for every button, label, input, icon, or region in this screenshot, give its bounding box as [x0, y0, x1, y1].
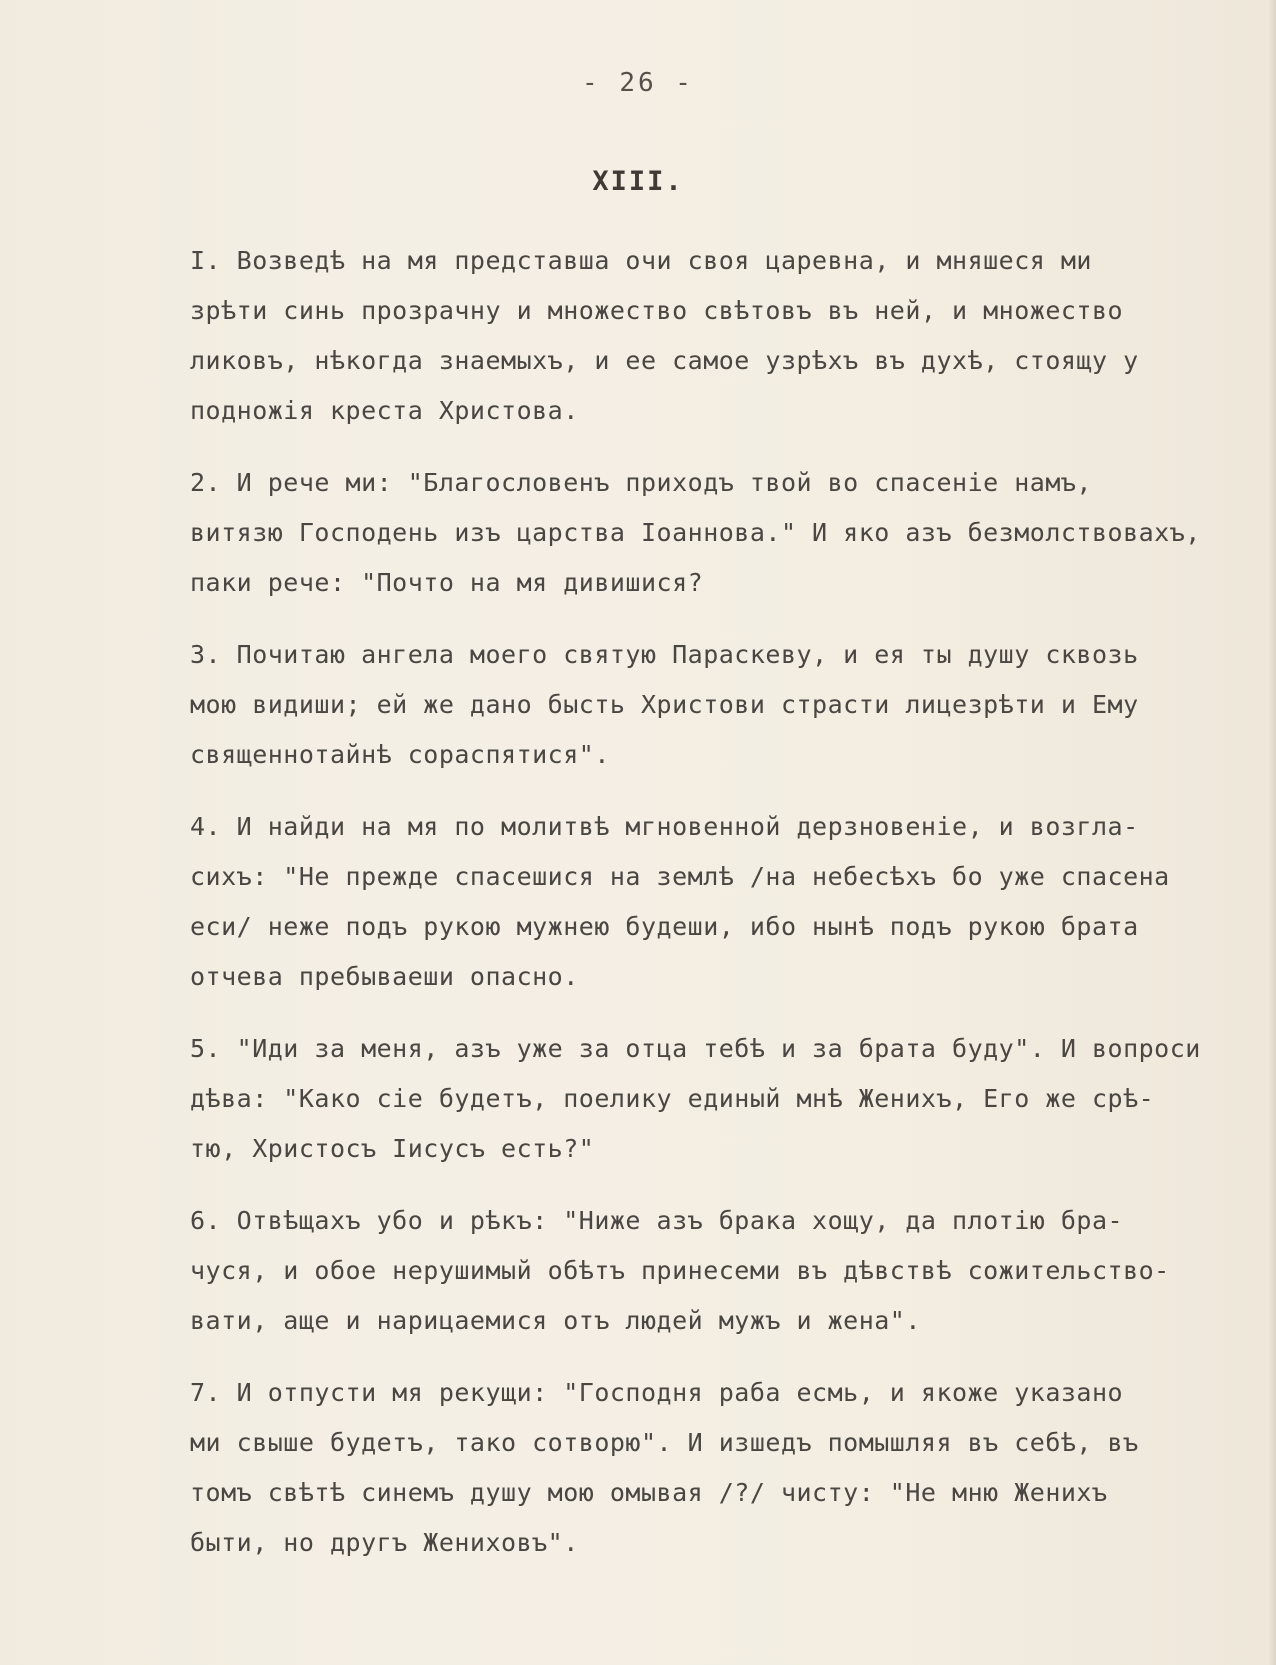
text-line: ликовъ, нѣкогда знаемыхъ, и ее самое узрѣхъ въ духѣ, стоящу у — [190, 346, 1139, 375]
paragraph-1 — [190, 236, 1250, 436]
paragraph-7 — [190, 1368, 1250, 1568]
text-line: I. Возведѣ на мя представша очи своя царевна, и мняшеся ми — [190, 246, 1092, 275]
text-line: 5. "Иди за меня, азъ уже за отца тебѣ и за брата буду". И вопроси — [190, 1034, 1201, 1063]
document-body — [190, 236, 1250, 1590]
paragraph-6 — [190, 1196, 1250, 1346]
text-line: томъ свѣтѣ синемъ душу мою омывая /?/ чисту: "Не мню Женихъ — [190, 1478, 1108, 1507]
page-number: - 26 - — [582, 68, 694, 98]
text-line: священнотайнѣ сораспятися". — [190, 740, 610, 769]
text-line: 3. Почитаю ангела моего святую Параскеву, и ея ты душу сквозь — [190, 640, 1139, 669]
text-line: 6. Отвѣщахъ убо и рѣкъ: "Ниже азъ брака хощу, да плотію бра- — [190, 1206, 1124, 1235]
text-line: мою видиши; ей же дано бысть Христови страсти лицезрѣти и Ему — [190, 690, 1139, 719]
text-line: тю, Христосъ Іисусъ есть?" — [190, 1134, 595, 1163]
text-line: ми свыше будетъ, тако сотворю". И изшедъ помышляя въ себѣ, въ — [190, 1428, 1139, 1457]
text-line: паки рече: "Почто на мя дивишися? — [190, 568, 704, 597]
paragraph-2 — [190, 458, 1250, 608]
paragraph-4 — [190, 802, 1250, 1002]
text-line: витязю Господень изъ царства Іоаннова." И яко азъ безмолствовахъ, — [190, 518, 1201, 547]
section-title: XIII. — [592, 166, 684, 197]
text-line: 7. И отпусти мя рекущи: "Господня раба есмь, и якоже указано — [190, 1378, 1124, 1407]
text-line: дѣва: "Како сіе будетъ, поелику единый мнѣ Женихъ, Его же срѣ- — [190, 1084, 1155, 1113]
text-line: еси/ неже подъ рукою мужнею будеши, ибо нынѣ подъ рукою брата — [190, 912, 1139, 941]
text-line: чуся, и обое нерушимый обѣтъ принесеми въ дѣвствѣ сожительство- — [190, 1256, 1170, 1285]
text-line: вати, аще и нарицаемися отъ людей мужъ и жена". — [190, 1306, 921, 1335]
paragraph-5 — [190, 1024, 1250, 1174]
text-line: сихъ: "Не прежде спасешися на землѣ /на небесѣхъ бо уже спасена — [190, 862, 1170, 891]
paragraph-3 — [190, 630, 1250, 780]
text-line: отчева пребываеши опасно. — [190, 962, 579, 991]
text-line: 2. И рече ми: "Благословенъ приходъ твой во спасеніе намъ, — [190, 468, 1092, 497]
text-line: зрѣти синь прозрачну и множество свѣтовъ въ ней, и множество — [190, 296, 1124, 325]
text-line: подножія креста Христова. — [190, 396, 579, 425]
page-edge-shadow — [1268, 0, 1276, 1665]
text-line: 4. И найди на мя по молитвѣ мгновенной дерзновеніе, и возгла- — [190, 812, 1139, 841]
text-line: быти, но другъ Жениховъ". — [190, 1528, 579, 1557]
